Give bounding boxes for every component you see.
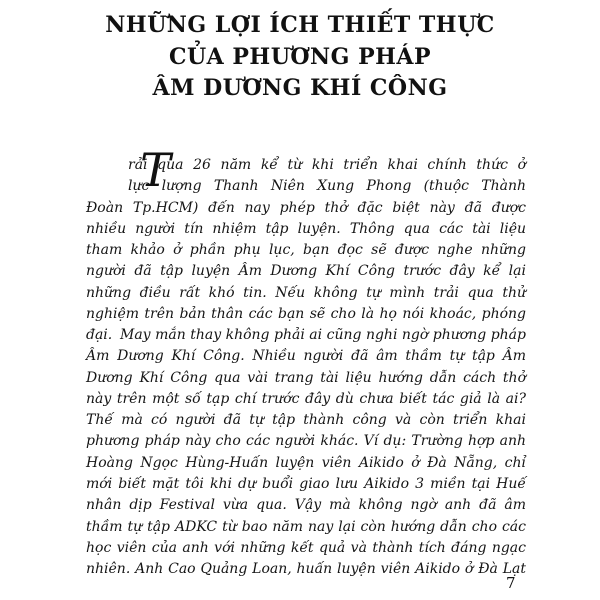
paragraph-2-line: Âm Dương Khí Công. Nhiều người đã âm thầm tự tập Âm [86, 348, 526, 365]
chapter-title-line-2: CỦA PHƯƠNG PHÁP [168, 44, 432, 70]
paragraph-1-line: Đoàn Tp.HCM) đến nay phép thở đặc biệt này đã được [86, 199, 526, 216]
paragraph-1-line: những điều rất khó tin. Nếu không tự mình trải qua thử [86, 284, 526, 301]
paragraph-2-line: Thế mà có người đã tự tập thành công và còn triển khai [86, 412, 526, 429]
paragraph-2-line: May mắn thay không phải ai cũng nghi ngờ phương pháp [120, 327, 526, 343]
paragraph-2 [86, 325, 526, 581]
paragraph-1-line: tham khảo ở phần phụ lục, bạn đọc sẽ được nghe những [86, 242, 526, 259]
page-number: 7 [506, 574, 516, 592]
paragraph-2-line: thầm tự tập ADKC từ bao năm nay lại còn hướng dẫn cho các [86, 518, 526, 535]
paragraph-2-line: phương pháp này cho các người khác. Ví dụ: Trường hợp anh [86, 433, 526, 450]
paragraph-2-line: Dương Khí Công qua vài trang tài liệu hướng dẫn cách thở [86, 369, 526, 386]
paragraph-1-line: lực lượng Thanh Niên Xung Phong (thuộc Thành [128, 178, 526, 195]
paragraph-1-line: nhiều người tín nhiệm tập luyện. Thông qua các tài liệu [86, 220, 526, 237]
paragraph-2-line: nhiên. Anh Cao Quảng Loan, huấn luyện viên Aikido ở Đà Lạt [86, 561, 526, 578]
paragraph-1-line: đại. [86, 327, 113, 344]
paragraph-2-line: này trên một số tạp chí trước đây dù chưa biết tác giả là ai? [86, 390, 526, 407]
paragraph-1-line: rải qua 26 năm kể từ khi triển khai chính thức ở [128, 157, 526, 173]
paragraph-2-line: nhân dịp Festival vừa qua. Vậy mà không ngờ anh đã âm [86, 497, 526, 514]
paragraph-1-line: người đã tập luyện Âm Dương Khí Công trước đây kể lại [86, 263, 526, 280]
paragraph-1 [86, 155, 526, 347]
paragraph-2-line: học viên của anh với những kết quả và thành tích đáng ngạc [86, 539, 526, 556]
chapter-title-line-1: NHỮNG LỢI ÍCH THIẾT THỰC [105, 12, 495, 38]
drop-cap-letter: T [140, 143, 171, 197]
chapter-title-line-3: ÂM DƯƠNG KHÍ CÔNG [152, 75, 448, 101]
paragraph-1-line: nghiệm trên bản thân các bạn sẽ cho là họ nói khoác, phóng [86, 306, 526, 323]
paragraph-2-line: Hoàng Ngọc Hùng-Huấn luyện viên Aikido ở Đà Nẵng, chỉ [86, 454, 526, 471]
paragraph-2-line: mới biết mặt tôi khi dự buổi giao lưu Aikido 3 miền tại Huế [86, 476, 526, 493]
